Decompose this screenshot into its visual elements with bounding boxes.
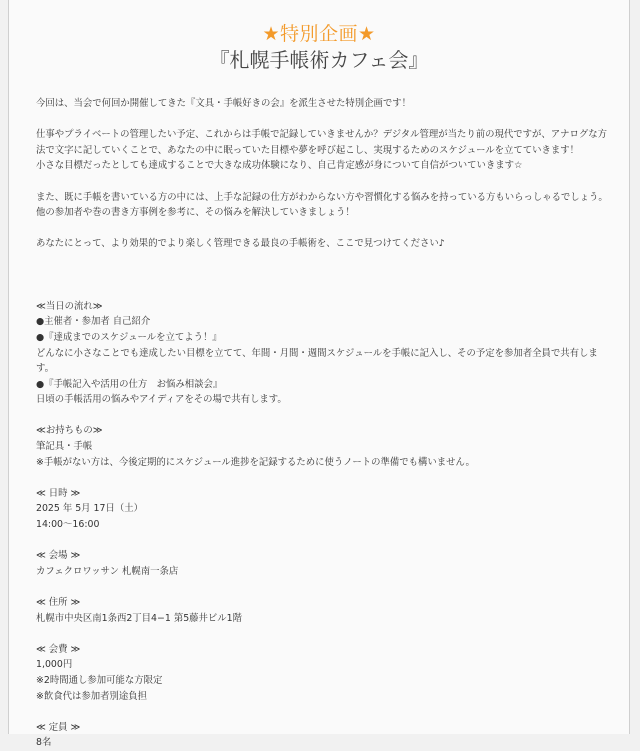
section-heading: ≪お持ちもの≫ (36, 425, 103, 437)
section-heading: ≪ 日時 ≫ (36, 487, 81, 499)
intro-paragraph-3 (36, 190, 616, 221)
address-section (36, 595, 616, 626)
flow-line: ●『達成までのスケジュールを立てよう！』 (36, 331, 222, 343)
event-time: 14:00〜16:00 (36, 519, 100, 531)
event-description (36, 96, 616, 751)
flow-line: どんなに小さなことでも達成したい目標を立てて、年間・月間・週間スケジュールを手帳に記入し、その予定を参加者全員で共有しま (36, 347, 598, 359)
capacity-section (36, 720, 616, 751)
event-title: 『札幌手帳術カフェ会』 (209, 48, 429, 72)
intro-line: 今回は、当会で何回か開催してきた『文具・手帳好きの会』を派生させた特別企画です！ (36, 98, 412, 109)
intro-paragraph-2 (36, 127, 616, 174)
fee-line: ※飲食代は参加者別途負担 (36, 690, 147, 702)
flow-line: す。 (36, 363, 54, 375)
fee-line: 1,000円 (36, 659, 73, 671)
venue-name: カフェクロワッサン 札幌南一条店 (36, 565, 179, 577)
section-heading: ≪ 会費 ≫ (36, 643, 81, 655)
intro-line: 他の参加者や巻の書き方事例を参考に、その悩みを解決していきましょう！ (36, 207, 355, 219)
fee-line: ※2時間通し参加可能な方限定 (36, 674, 163, 686)
event-header (9, 0, 629, 73)
section-heading: ≪ 定員 ≫ (36, 721, 81, 733)
intro-paragraph-1 (36, 96, 616, 112)
intro-line: 小さな目標だったとしても達成することで大きな成功体験になり、自己肯定感が身について自信がついていきます☆ (36, 160, 523, 172)
intro-line: 法で文字に記していくことで、あなたの中に眠っていた目標や夢を呼び起こし、実現するためのスケジュールを立てていきます！ (36, 144, 580, 156)
event-date: 2025 年 5月 17日（土） (36, 503, 143, 515)
intro-line: また、既に手帳を書いている方の中には、上手な記録の仕方がわからない方や習慣化する悩みを持っている方もいらっしゃるでしょう。 (36, 191, 608, 203)
flow-line: ●『手帳記入や活用の仕方 お悩み相談会』 (36, 378, 223, 390)
section-heading: ≪当日の流れ≫ (36, 300, 103, 312)
section-heading: ≪ 住所 ≫ (36, 597, 81, 609)
belongings-line: 筆記具・手帳 (36, 441, 93, 453)
event-page (8, 0, 630, 749)
section-heading: ≪ 会場 ≫ (36, 550, 81, 562)
intro-line: 仕事やプライベートの管理したい予定、これからは手帳で記録していきませんか？デジタル管理が当たり前の現代ですが、アナログな方 (36, 129, 608, 141)
intro-paragraph-4 (36, 236, 616, 252)
capacity-value: 8名 (36, 737, 52, 749)
flow-line: ●主催者・参加者 自己紹介 (36, 316, 151, 328)
venue-section (36, 548, 616, 579)
fee-section (36, 642, 616, 704)
datetime-section (36, 486, 616, 533)
belongings-section (36, 423, 616, 470)
intro-line: あなたにとって、より効果的でより楽しく管理できる最良の手帳術を、ここで見つけてください♪ (36, 238, 445, 250)
venue-address: 札幌市中央区南1条西2丁目4−1 第5藤井ビル1階 (36, 612, 242, 624)
event-subtitle: ★特別企画★ (262, 23, 376, 45)
belongings-line: ※手帳がない方は、今後定期的にスケジュール進捗を記録するために使うノートの準備でも構いません。 (36, 456, 475, 468)
flow-line: 日頃の手帳活用の悩みやアイディアをその場で共有します。 (36, 394, 287, 406)
flow-section (36, 299, 616, 408)
